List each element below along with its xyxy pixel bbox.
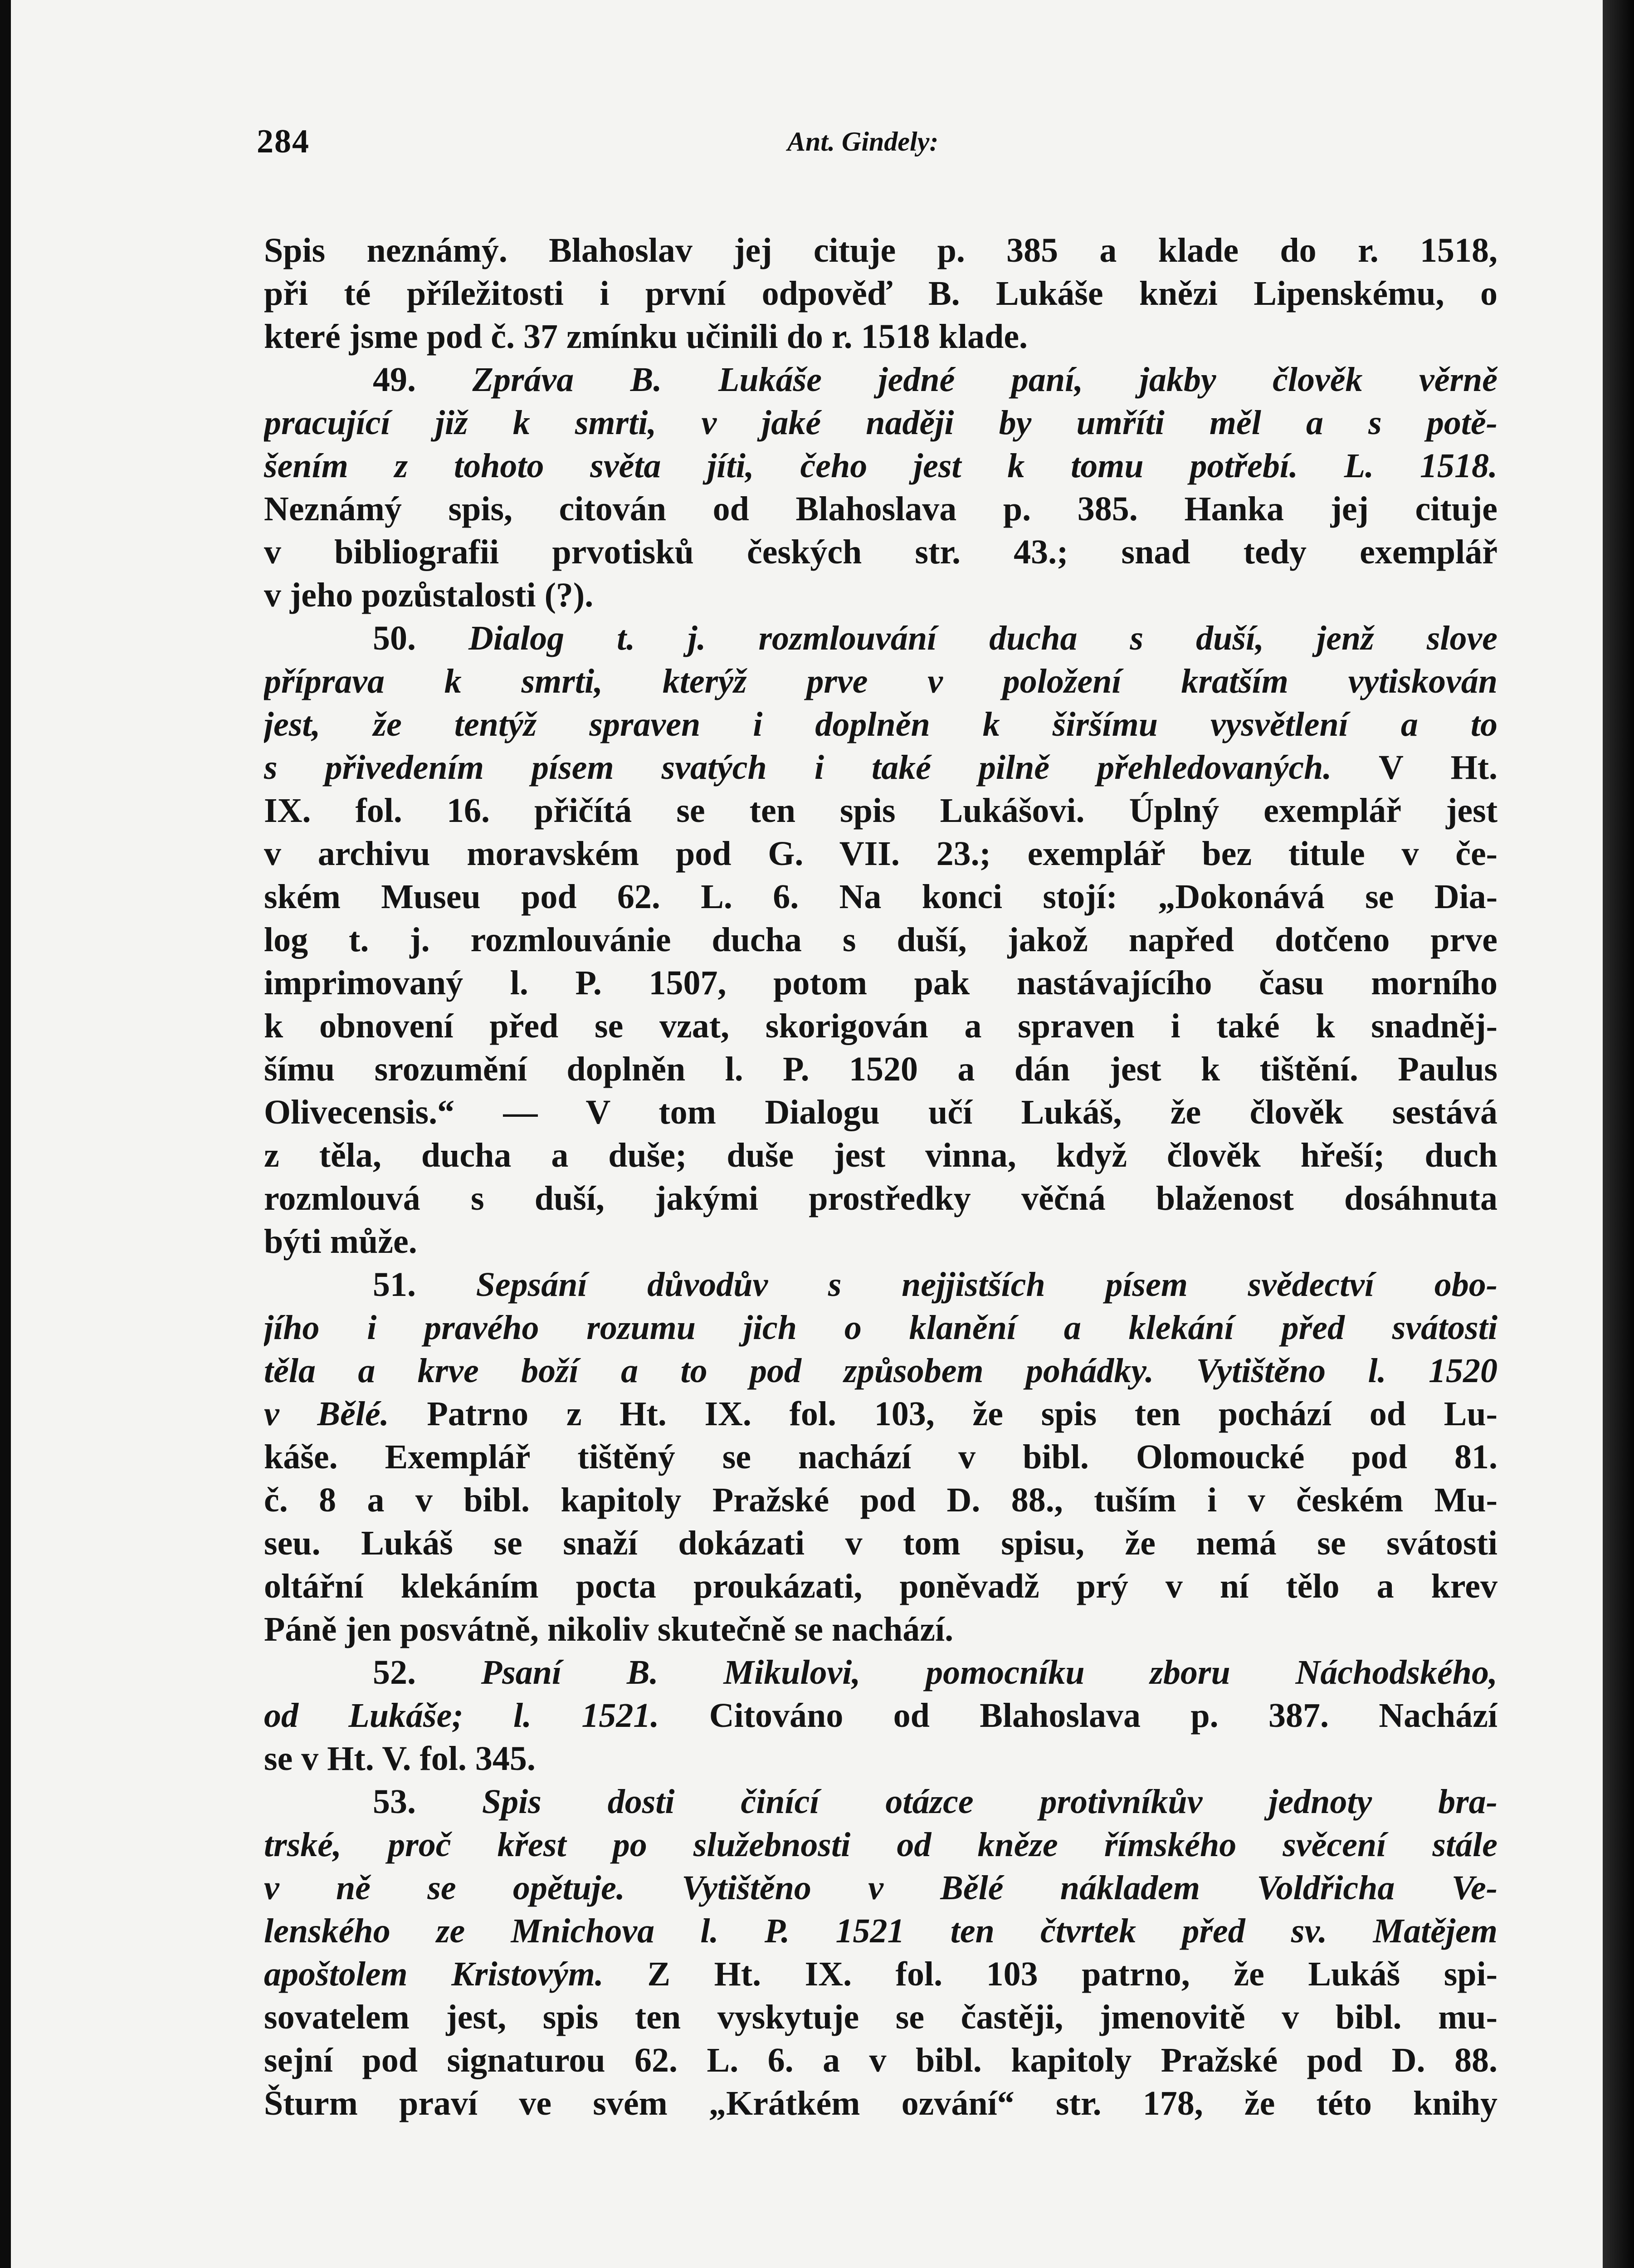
italic-text: Spis dosti činící otázce protivníkův jednoty bra- [482,1783,1497,1821]
text-line [264,1867,1497,1910]
text-line [264,401,1497,445]
body-text [264,229,1497,2125]
text-line [264,1306,1497,1349]
text-line [264,531,1497,574]
text-line [264,229,1497,272]
text-line [264,445,1497,488]
text-segment: Neznámý spis, citován od Blahoslava p. 385. Hanka jej cituje [264,490,1497,528]
text-segment: ském Museu pod 62. L. 6. Na konci stojí: „Dokonává se Dia- [264,878,1497,916]
text-segment: 51. [373,1266,476,1304]
text-line [264,1522,1497,1565]
text-line [264,617,1497,660]
text-line [264,1177,1497,1220]
paragraph [264,1651,1497,1780]
text-segment: imprimovaný l. P. 1507, potom pak nastávajícího času morního [264,964,1497,1002]
text-segment: v archivu moravském pod G. VII. 23.; exemplář bez titule v če- [264,835,1497,873]
italic-text: trské, proč křest po služebnosti od kněze římského svěcení stále [264,1826,1497,1864]
text-segment: šímu srozumění doplněn l. P. 1520 a dán jest k tištění. Paulus [264,1050,1497,1088]
text-line [264,574,1497,617]
text-segment: 50. [373,619,469,657]
text-line [264,1134,1497,1177]
text-line [264,2082,1497,2125]
text-line [264,1651,1497,1694]
text-line [264,962,1497,1005]
text-line [264,1608,1497,1651]
italic-text: v Bělé. [264,1395,389,1433]
text-line [264,832,1497,875]
text-segment: rozmlouvá s duší, jakými prostředky věčná blaženost dosáhnuta [264,1179,1497,1217]
text-line [264,660,1497,703]
text-line [264,746,1497,789]
text-line [264,1479,1497,1522]
italic-text: pracující již k smrti, v jaké naději by umříti měl a s potě- [264,404,1497,442]
text-line [264,2039,1497,2082]
text-line [264,358,1497,401]
text-segment: v jeho pozůstalosti (?). [264,576,594,614]
text-line [264,919,1497,962]
text-segment: Olivecensis.“ — V tom Dialogu učí Lukáš, že člověk sestává [264,1093,1497,1131]
text-line [264,789,1497,832]
italic-text: jest, že tentýž spraven i doplněn k širšímu vysvětlení a to [264,705,1497,743]
text-segment: které jsme pod č. 37 zmínku učinili do r. 1518 klade. [264,318,1028,356]
paragraph [264,1780,1497,2125]
text-segment: 49. [373,361,473,399]
italic-text: apoštolem Kristovým. [264,1955,604,1993]
text-segment: z těla, ducha a duše; duše jest vinna, když člověk hřeší; duch [264,1136,1497,1174]
text-line [264,1048,1497,1091]
text-line [264,1694,1497,1737]
text-segment: sovatelem jest, spis ten vyskytuje se častěji, jmenovitě v bibl. mu- [264,1998,1497,2036]
italic-text: od Lukáše; l. 1521. [264,1696,659,1735]
text-line [264,1780,1497,1823]
text-segment: 52. [373,1653,481,1691]
paragraph [264,617,1497,1263]
text-segment: Z Ht. IX. fol. 103 patrno, že Lukáš spi- [603,1955,1497,1993]
text-segment: sejní pod signaturou 62. L. 6. a v bibl. kapitoly Pražské pod D. 88. [264,2041,1497,2079]
text-line [264,1220,1497,1263]
page-number: 284 [257,123,310,160]
text-line [264,1996,1497,2039]
italic-text: Dialog t. j. rozmlouvání ducha s duší, jenž slove [468,619,1497,657]
text-segment: Patrno z Ht. IX. fol. 103, že spis ten pochází od Lu- [389,1395,1497,1433]
text-line [264,875,1497,919]
text-segment: Páně jen posvátně, nikoliv skutečně se nachází. [264,1610,954,1648]
text-segment: IX. fol. 16. přičítá se ten spis Lukášovi. Úplný exemplář jest [264,792,1497,830]
italic-text: Zpráva B. Lukáše jedné paní, jakby člověk věrně [472,361,1497,399]
text-segment: oltářní klekáním pocta proukázati, poněvadž prý v ní tělo a krev [264,1567,1497,1605]
italic-text: v ně se opětuje. Vytištěno v Bělé nákladem Voldřicha Ve- [264,1869,1497,1907]
text-segment: káše. Exemplář tištěný se nachází v bibl. Olomoucké pod 81. [264,1438,1497,1476]
text-line [264,1823,1497,1867]
text-line [264,272,1497,315]
text-segment: v bibliografii prvotisků českých str. 43.; snad tedy exemplář [264,533,1497,571]
text-line [264,1263,1497,1306]
text-segment: Spis neznámý. Blahoslav jej cituje p. 385 a klade do r. 1518, [264,231,1497,269]
text-segment: seu. Lukáš se snaží dokázati v tom spisu, že nemá se svátosti [264,1524,1497,1562]
text-segment: Šturm praví ve svém „Krátkém ozvání“ str. 178, že této knihy [264,2084,1497,2122]
text-segment: býti může. [264,1222,417,1261]
italic-text: Psaní B. Mikulovi, pomocníku zboru Náchodského, [481,1653,1497,1691]
text-line [264,1349,1497,1393]
text-line [264,1005,1497,1048]
text-line [264,1565,1497,1608]
text-line [264,1737,1497,1780]
italic-text: příprava k smrti, kterýž prve v položení kratším vytiskován [264,662,1497,700]
running-head: Ant. Gindely: [787,127,939,156]
page-header [257,122,1497,172]
text-line [264,1953,1497,1996]
text-segment: V Ht. [1332,748,1497,787]
text-line [264,1436,1497,1479]
italic-text: lenského ze Mnichova l. P. 1521 ten čtvrtek před sv. Matějem [264,1912,1497,1950]
text-segment: Citováno od Blahoslava p. 387. Nachází [659,1696,1497,1735]
italic-text: těla a krve boží a to pod způsobem pohádky. Vytištěno l. 1520 [264,1352,1497,1390]
text-line [264,703,1497,746]
paragraph [264,229,1497,358]
text-segment: č. 8 a v bibl. kapitoly Pražské pod D. 88., tuším i v českém Mu- [264,1481,1497,1519]
italic-text: s přivedením písem svatých i také pilně přehledovaných. [264,748,1332,787]
text-line [264,1910,1497,1953]
paragraph [264,1263,1497,1651]
text-line [264,1393,1497,1436]
text-line [264,315,1497,358]
text-segment: se v Ht. V. fol. 345. [264,1740,536,1778]
text-line [264,1091,1497,1134]
text-segment: log t. j. rozmlouvánie ducha s duší, jakož napřed dotčeno prve [264,921,1497,959]
text-segment: při té příležitosti i první odpověď B. Lukáše knězi Lipenskému, o [264,274,1497,313]
italic-text: jího i pravého rozumu jich o klanění a klekání před svátosti [264,1309,1497,1347]
text-segment: 53. [373,1783,482,1821]
page-edge-shadow [1603,0,1634,2268]
paragraph [264,358,1497,617]
italic-text: Sepsání důvodův s nejjistších písem svědectví obo- [476,1266,1497,1304]
text-segment: k obnovení před se vzat, skorigován a spraven i také k snadněj- [264,1007,1497,1045]
text-line [264,488,1497,531]
italic-text: šením z tohoto světa jíti, čeho jest k tomu potřebí. L. 1518. [264,447,1497,485]
